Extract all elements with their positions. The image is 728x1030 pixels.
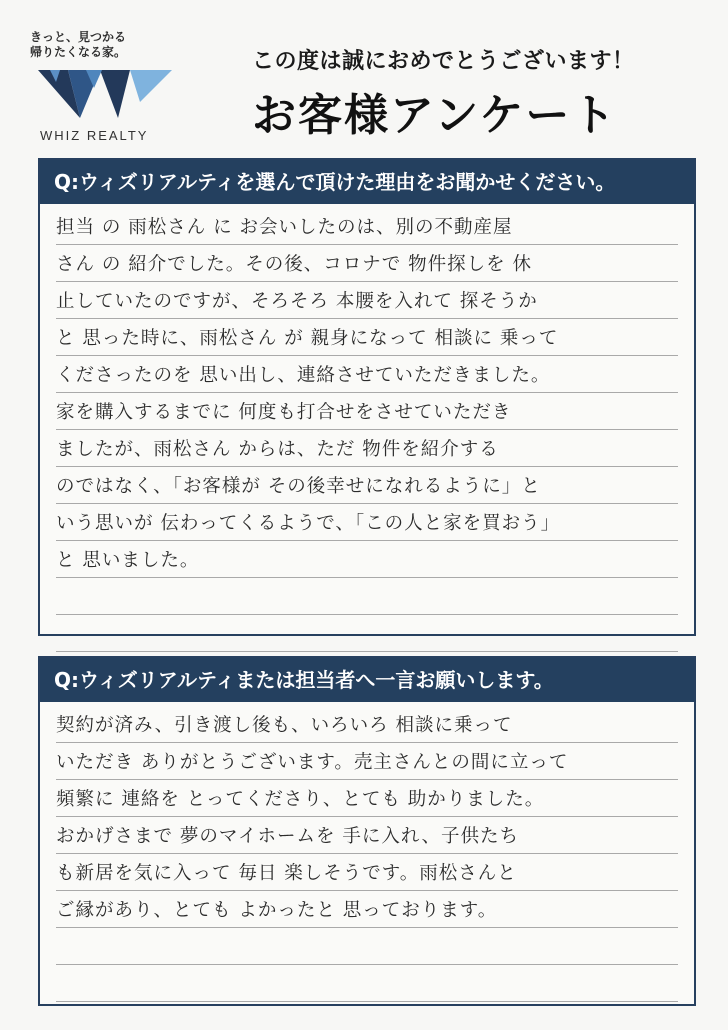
company-name: WHIZ REALTY (40, 128, 149, 143)
answer-line: と 思った時に、雨松さん が 親身になって 相談に 乗って (56, 319, 678, 356)
answer-line (56, 928, 678, 965)
whiz-realty-logo-icon (30, 66, 180, 124)
tagline-line-2: 帰りたくなる家。 (30, 45, 127, 59)
answer-line: くださったのを 思い出し、連絡させていただきました。 (56, 356, 678, 393)
subtitle: この度は誠におめでとうございます！ (252, 49, 635, 74)
answer-1 (40, 204, 694, 652)
question-2-header: Q:ウィズリアルティまたは担当者へ一言お願いします。 (40, 658, 694, 702)
answer-line: おかげさまで 夢のマイホームを 手に入れ、子供たち (56, 817, 678, 854)
answer-2 (40, 702, 694, 1002)
answer-line (56, 578, 678, 615)
answer-line: 家を購入するまでに 何度も打合せをさせていただき (56, 393, 678, 430)
answer-line: 頻繁に 連絡を とってくださり、とても 助かりました。 (56, 780, 678, 817)
answer-line: ましたが、雨松さん からは、ただ 物件を紹介する (56, 430, 678, 467)
answer-line: 止していたのですが、そろそろ 本腰を入れて 探そうか (56, 282, 678, 319)
answer-line: と 思いました。 (56, 541, 678, 578)
tagline-line-1: きっと、見つかる (30, 30, 127, 44)
logo-block (30, 30, 190, 143)
answer-line: いただき ありがとうございます。売主さんとの間に立って (56, 743, 678, 780)
answer-line (56, 965, 678, 1002)
question-box-1 (38, 158, 696, 636)
answer-line: 契約が済み、引き渡し後も、いろいろ 相談に乗って (56, 706, 678, 743)
answer-line: いう思いが 伝わってくるようで、「この人と家を買おう」 (56, 504, 678, 541)
answer-line: のではなく、「お客様が その後幸せになれるように」と (56, 467, 678, 504)
answer-line (56, 615, 678, 652)
answer-line: さん の 紹介でした。その後、コロナで 物件探しを 休 (56, 245, 678, 282)
answer-line: も新居を気に入って 毎日 楽しそうです。雨松さんと (56, 854, 678, 891)
question-1-header: Q:ウィズリアルティを選んで頂けた理由をお聞かせください。 (40, 160, 694, 204)
title-block (252, 44, 635, 143)
question-box-2 (38, 656, 696, 1006)
page-title: お客様アンケート (252, 90, 618, 141)
answer-line: 担当 の 雨松さん に お会いしたのは、別の不動産屋 (56, 208, 678, 245)
answer-line: ご縁があり、とても よかったと 思っております。 (56, 891, 678, 928)
